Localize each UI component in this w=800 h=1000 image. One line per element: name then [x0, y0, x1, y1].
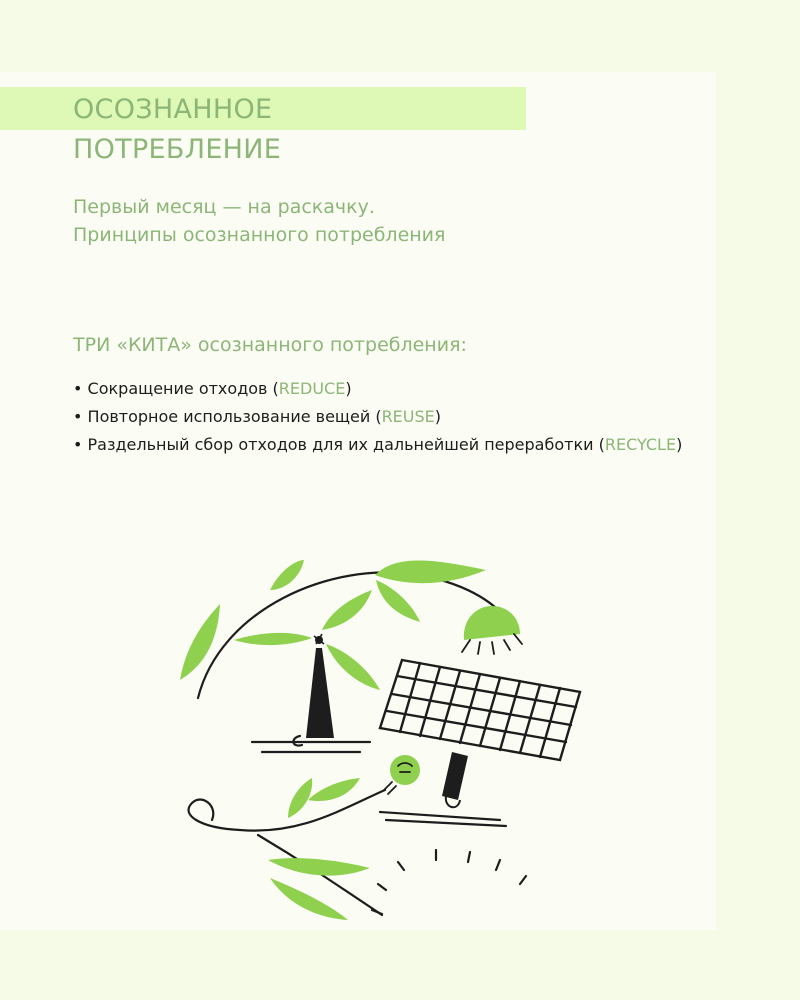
light-bulb-icon — [390, 755, 420, 785]
leaf-icon — [376, 580, 420, 622]
lower-vine-icon — [189, 790, 385, 831]
solar-panel-icon — [380, 660, 580, 760]
list-item-close: ) — [434, 407, 442, 426]
eco-illustration — [160, 545, 640, 940]
list-item-text: Раздельный сбор отходов для их дальнейшей переработки ( — [87, 435, 605, 454]
list-item-keyword: RECYCLE — [604, 435, 677, 454]
list-item — [73, 375, 703, 403]
list-item — [73, 403, 703, 431]
sun-dome-icon — [464, 606, 520, 640]
list-item — [73, 431, 703, 459]
leaf-icon — [268, 858, 370, 875]
page-title-line-1: ОСОЗНАННОЕ — [73, 94, 273, 125]
page-title — [73, 90, 281, 170]
list-bullet: • — [73, 407, 83, 426]
leaf-icon — [322, 590, 372, 630]
intro-line-1: Первый месяц — на раскачку. — [73, 196, 375, 218]
leaf-icon — [270, 560, 304, 590]
leaf-icon — [288, 778, 312, 818]
list-item-close: ) — [345, 379, 352, 398]
list-item-keyword: REDUCE — [278, 379, 346, 398]
leaf-icon — [375, 560, 486, 583]
list-item-text: Повторное использование вещей ( — [87, 407, 382, 426]
section-heading: ТРИ «КИТА» осознанного потребления: — [73, 334, 467, 356]
page-title-line-2: ПОТРЕБЛЕНИЕ — [73, 134, 282, 165]
intro-subtitle — [73, 193, 445, 249]
list-item-text: Сокращение отходов ( — [87, 379, 279, 398]
principles-list — [73, 375, 703, 459]
intro-line-2: Принципы осознанного потребления — [73, 224, 446, 246]
list-item-keyword: REUSE — [381, 407, 435, 426]
leaf-icon — [326, 644, 380, 690]
leaf-icon — [180, 604, 220, 680]
list-bullet: • — [73, 435, 83, 454]
leaf-icon — [308, 778, 360, 801]
list-bullet: • — [73, 379, 83, 398]
list-item-close: ) — [676, 435, 683, 454]
leaf-icon — [234, 633, 312, 645]
